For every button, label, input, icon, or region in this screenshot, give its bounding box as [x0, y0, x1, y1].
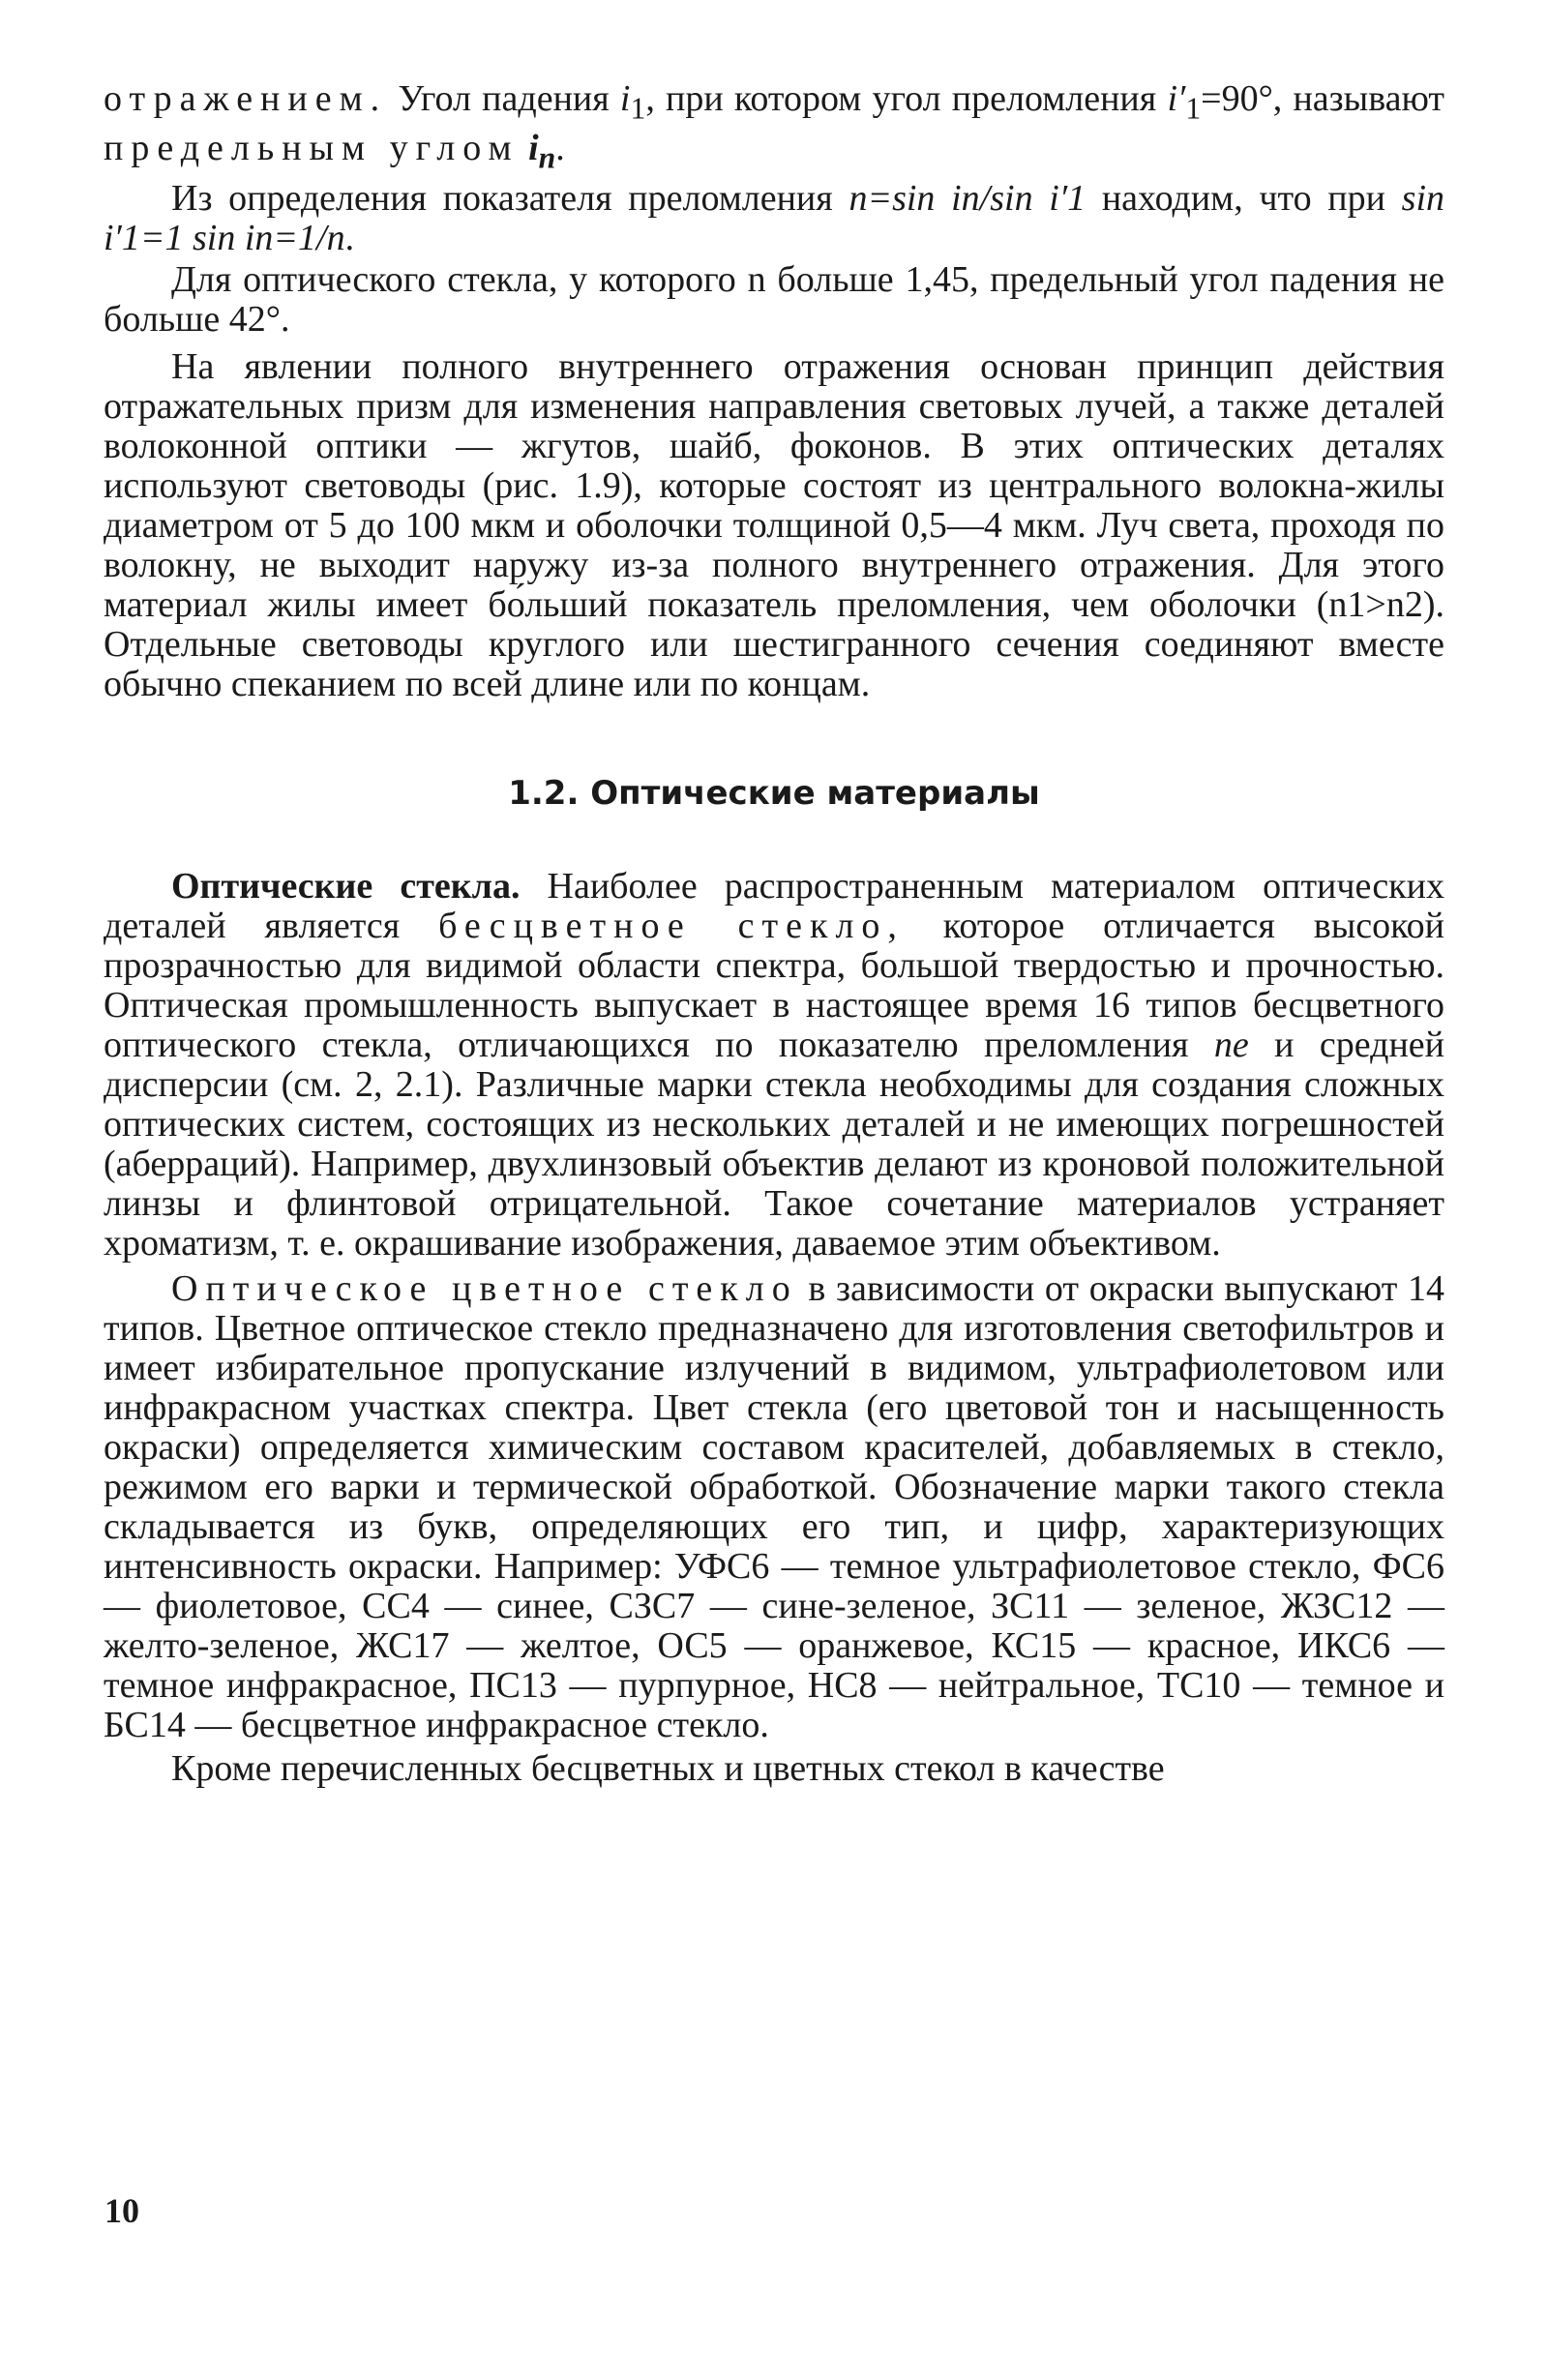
- spaced-word-reflection: отражением.: [104, 78, 388, 119]
- spaced-term-colored-glass: Оптическое цветное стекло: [171, 1268, 798, 1310]
- text-segment: Наиболее распространенным материалом оптических деталей является: [104, 866, 1444, 947]
- spaced-term-limit-angle: предельным углом: [104, 127, 520, 168]
- symbol-in: i: [519, 127, 539, 168]
- page-body: [104, 79, 1444, 1789]
- text-segment: .: [555, 127, 565, 168]
- paragraph-optical-glasses: [104, 867, 1444, 1264]
- text-segment: Угол падения: [387, 78, 620, 119]
- page-number: 10: [104, 2191, 139, 2230]
- spaced-term-colorless-glass: бесцветное стекло,: [438, 906, 905, 947]
- text-segment: находим, что при: [1086, 178, 1402, 220]
- section-heading: 1.2. Оптические материалы: [508, 774, 1040, 814]
- text-segment: =90°, называют: [1201, 78, 1444, 119]
- paragraph-total-reflection-definition: [104, 79, 1444, 177]
- formula-refraction: n=sin iп/sin i′1: [848, 178, 1087, 220]
- paragraph-colored-glass: [104, 1269, 1444, 1745]
- symbol-i1: i: [619, 78, 631, 119]
- subscript: 1: [630, 91, 646, 126]
- subscript: 1: [1185, 91, 1202, 126]
- symbol-ne: ne: [1213, 1025, 1249, 1066]
- text-segment: и средней дисперсии (см. 2, 2.1). Различные марки стекла необходимы для создания сложных оптических систем, состоящих из нескольких деталей и не имеющих погрешностей (аберраций). Например, двухлинзовый объектив делают из кроновой положительной линзы и флинтовой отрицательной. Такое сочетание материалов устраняет хроматизм, т. е. окрашивание изображения, даваемое этим объективом.: [104, 1025, 1444, 1264]
- text-segment: которое отличается высокой прозрачностью для видимой области спектра, большой твердостью и прочностью. Оптическая промышленность выпускает в настоящее время 16 типов бесцветного оптического стекла, отличающихся по показателю преломления: [104, 906, 1444, 1066]
- text-segment: , при котором угол преломления: [645, 78, 1168, 119]
- text-segment: Из определения показателя преломления: [171, 178, 849, 220]
- text-segment: .: [344, 218, 355, 259]
- symbol-i1-prime: i′: [1167, 78, 1186, 119]
- text-segment: в зависимости от окраски выпускают 14 типов. Цветное оптическое стекло предназначено для изготовления светофильтров и имеет избирательное пропускание излучений в видимом, ультрафиолетовом или инфракрасном участках спектра. Цвет стекла (его цветовой тон и насыщенность окраски) определяется химическим составом красителей, добавляемых в стекло, режимом его варки и термической обработкой. Обозначение марки такого стекла складывается из букв, определяющих его тип, и цифр, характеризующих интенсивность окраски. Например: УФС6 — темное ультрафиолетовое стекло, ФС6 — фиолетовое, СС4 — синее, СЗС7 — сине-зеленое, ЗС11 — зеленое, ЖЗС12 — желто-зеленое, ЖС17 — желтое, ОС5 — оранжевое, КС15 — красное, ИКС6 — темное инфракрасное, ПС13 — пурпурное, НС8 — нейтральное, ТС10 — темное и БС14 — бесцветное инфракрасное стекло.: [104, 1268, 1444, 1746]
- paragraph-continuation: Кроме перечисленных бесцветных и цветных стекол в качестве: [171, 1748, 1165, 1790]
- paragraph-optical-glass-angle: Для оптического стекла, у которого n больше 1,45, предельный угол падения не больше 42°.: [104, 259, 1444, 341]
- paragraph-refraction-index: [104, 179, 1444, 258]
- subscript: п: [538, 140, 556, 175]
- formula-limit: sin i′1=1 sin iп=1/n: [104, 178, 1445, 259]
- paragraph-lead-term: Оптические стекла.: [171, 866, 521, 907]
- paragraph-fiber-optics: На явлении полного внутреннего отражения основан принцип действия отражательных призм для изменения направления световых лучей, а также деталей волоконной оптики — жгутов, шайб, фоконов. В этих оптических деталях используют световоды (рис. 1.9), которые состоят из центрального волокна-жилы диаметром от 5 до 100 мкм и оболочки толщиной 0,5—4 мкм. Луч света, проходя по волокну, не выходит наружу из-за полного внутреннего отражения. Для этого материал жилы имеет бо́льший показатель преломления, чем оболочки (n1>n2). Отдельные световоды круглого или шестигранного сечения соединяют вместе обычно спеканием по всей длине или по концам.: [104, 346, 1444, 705]
